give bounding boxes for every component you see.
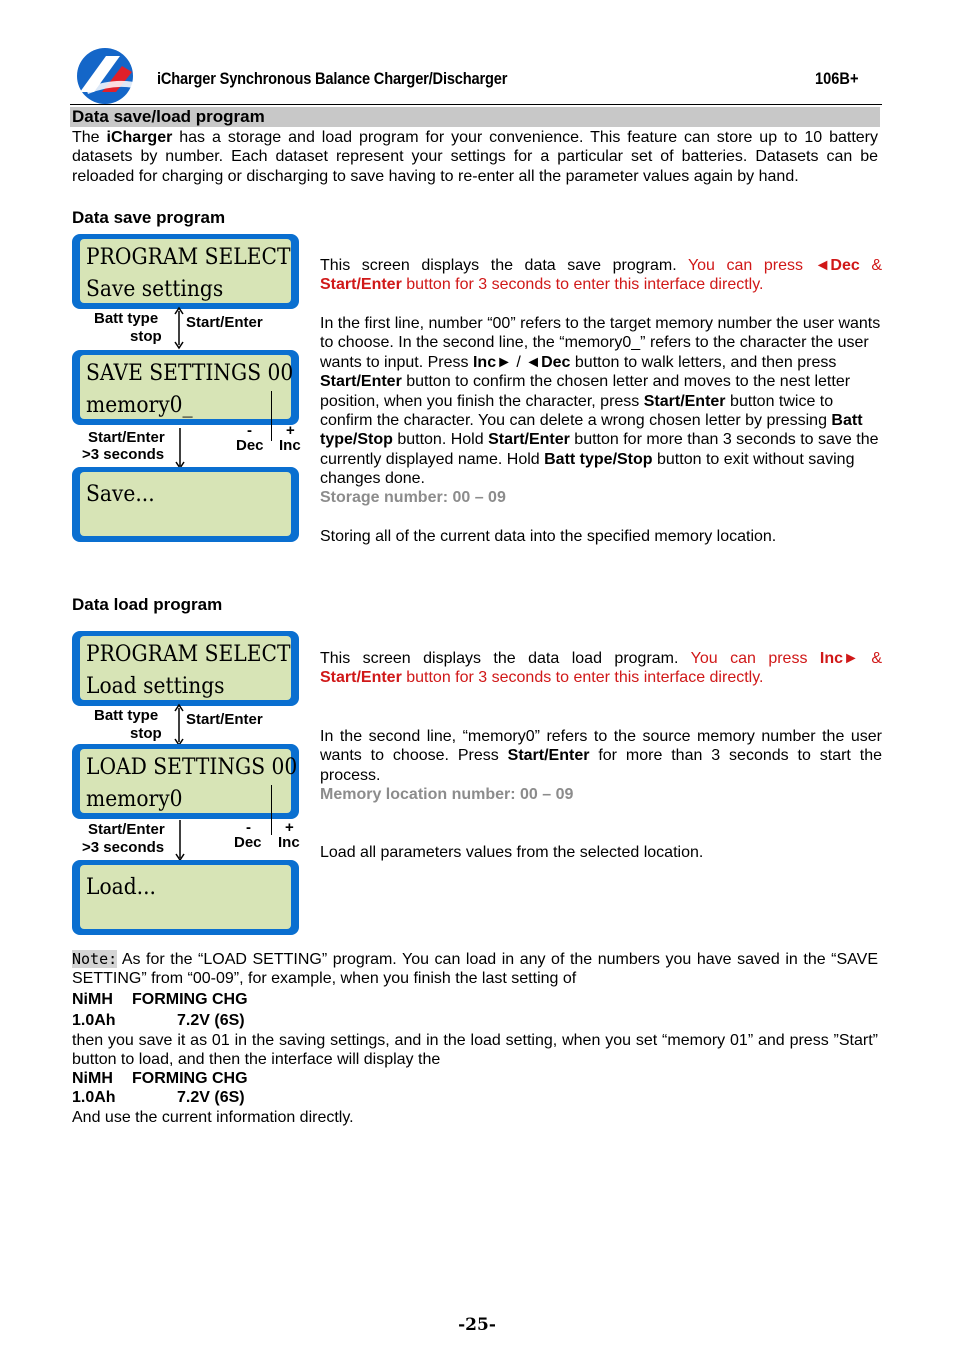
- label-batt-type: Batt type: [94, 707, 159, 724]
- label-start-enter: Start/Enter: [88, 429, 165, 446]
- double-arrow-icon: [172, 306, 186, 350]
- lcd-line: Save...: [86, 482, 155, 507]
- section-title: Data save/load program: [72, 107, 265, 126]
- note-row-3b: FORMING CHG: [132, 1070, 248, 1087]
- save-desc-1b: Start/Enter button for 3 seconds to enter this interface directly.: [320, 276, 764, 293]
- logo: [72, 48, 138, 104]
- note-tag: Note:: [72, 950, 118, 968]
- label-start-enter: Start/Enter: [186, 314, 263, 331]
- save-heading: Data save program: [72, 208, 226, 227]
- label-3-seconds: >3 seconds: [82, 446, 165, 463]
- save-desc-2: In the first line, number “00” refers to the target memory number the user wants to choose. In the second line, the “memory0_” refers to the character the user wants to input. Press Inc► / ◄Dec button to walk letters, and then press Start/Enter button to confirm the chosen letter and moves to the nest letter position, when you finish the character, press Start/Enter button twice to confirm the character. You can delete a wrong chosen letter by pressing Batt type/Stop button. Hold Start/Enter button for more than 3 seconds to save the currently displayed name. Hold Batt type/Stop button to exit without saving changes done.: [320, 315, 881, 488]
- note-paragraph-3: And use the current information directly.: [72, 1109, 354, 1126]
- label-plus: +: [285, 819, 294, 836]
- label-plus: +: [286, 422, 295, 439]
- load-desc-1b: Start/Enter button for 3 seconds to enter this interface directly.: [320, 669, 764, 686]
- load-desc-2: In the second line, “memory0” refers to the source memory number the user wants to choose. Press Start/Enter for more than 3 seconds to start the process.: [320, 728, 883, 784]
- note-paragraph: Note: As for the “LOAD SETTING” program. You can load in any of the numbers you have saved in the “SAVE SETTING” from “00-09”, for example, when you finish the last setting of: [72, 950, 878, 988]
- note-row-3: NiMH: [72, 1070, 113, 1087]
- lcd-line: Load...: [86, 875, 156, 900]
- lcd-line: Save settings: [86, 277, 224, 302]
- lcd-line: Load settings: [86, 674, 225, 699]
- section-title-bar: [70, 107, 880, 127]
- logo-icon: [72, 48, 138, 104]
- lcd-line: memory0_: [86, 393, 193, 418]
- load-desc-1: This screen displays the data load program. You can press Inc► &: [320, 650, 882, 667]
- header-model: 106B+: [815, 69, 859, 88]
- double-arrow-icon: [172, 703, 186, 747]
- lcd-line: memory0: [86, 787, 183, 812]
- down-arrow-icon: [173, 820, 187, 862]
- lcd-line: PROGRAM SELECT: [86, 642, 291, 667]
- intro-paragraph: The iCharger has a storage and load program for your convenience. This feature can store up to 10 battery datasets by number. Each dataset represent your settings for a particular set of batteries. Datasets can be reloaded for charging or discharging to save having to re-enter all the parameter values again by hand.: [72, 129, 878, 185]
- label-stop: stop: [130, 725, 162, 742]
- lcd-save-select: [72, 234, 299, 309]
- label-batt-type: Batt type: [94, 310, 159, 327]
- lcd-line: PROGRAM SELECT: [86, 245, 291, 270]
- label-3-seconds: >3 seconds: [82, 839, 165, 856]
- note-row-1: NiMH: [72, 991, 113, 1008]
- pointer-line: [271, 785, 272, 835]
- label-stop: stop: [130, 328, 162, 345]
- pointer-line: [271, 391, 272, 441]
- save-desc-1: This screen displays the data save program. You can press ◄Dec &: [320, 257, 882, 274]
- note-paragraph-2: then you save it as 01 in the saving settings, and in the load setting, when you set “memory 01” and press ”Start” button to load, and then the interface will display the: [72, 1032, 878, 1069]
- note-row-4: 1.0Ah: [72, 1089, 116, 1106]
- header-divider: [70, 104, 882, 105]
- label-inc: Inc: [278, 834, 300, 851]
- label-inc: Inc: [279, 437, 301, 454]
- lcd-save-settings: [72, 350, 299, 425]
- load-desc-3: Load all parameters values from the selected location.: [320, 844, 704, 861]
- load-heading: Data load program: [72, 595, 223, 614]
- lcd-save-progress: [72, 467, 299, 542]
- label-start-enter: Start/Enter: [186, 711, 263, 728]
- lcd-line: SAVE SETTINGS 00: [86, 361, 294, 386]
- save-desc-3: Storing all of the current data into the specified memory location.: [320, 528, 777, 545]
- lcd-load-settings: [72, 744, 299, 819]
- down-arrow-icon: [173, 428, 187, 470]
- memory-location: Memory location number: 00 – 09: [320, 786, 574, 803]
- note-row-1b: FORMING CHG: [132, 991, 248, 1008]
- lcd-load-progress: [72, 860, 299, 935]
- label-minus: -: [246, 819, 251, 836]
- label-dec: Dec: [234, 834, 262, 851]
- header-title: iCharger Synchronous Balance Charger/Discharger: [157, 69, 508, 88]
- note-row-2: 1.0Ah: [72, 1012, 116, 1029]
- note-row-2b: 7.2V (6S): [177, 1012, 245, 1029]
- label-minus: -: [247, 422, 252, 439]
- label-start-enter: Start/Enter: [88, 821, 165, 838]
- storage-number: Storage number: 00 – 09: [320, 489, 506, 506]
- note-row-4b: 7.2V (6S): [177, 1089, 245, 1106]
- lcd-line: LOAD SETTINGS 00: [86, 755, 298, 780]
- lcd-load-select: [72, 631, 299, 706]
- page-number: -25-: [458, 1315, 496, 1335]
- label-dec: Dec: [236, 437, 264, 454]
